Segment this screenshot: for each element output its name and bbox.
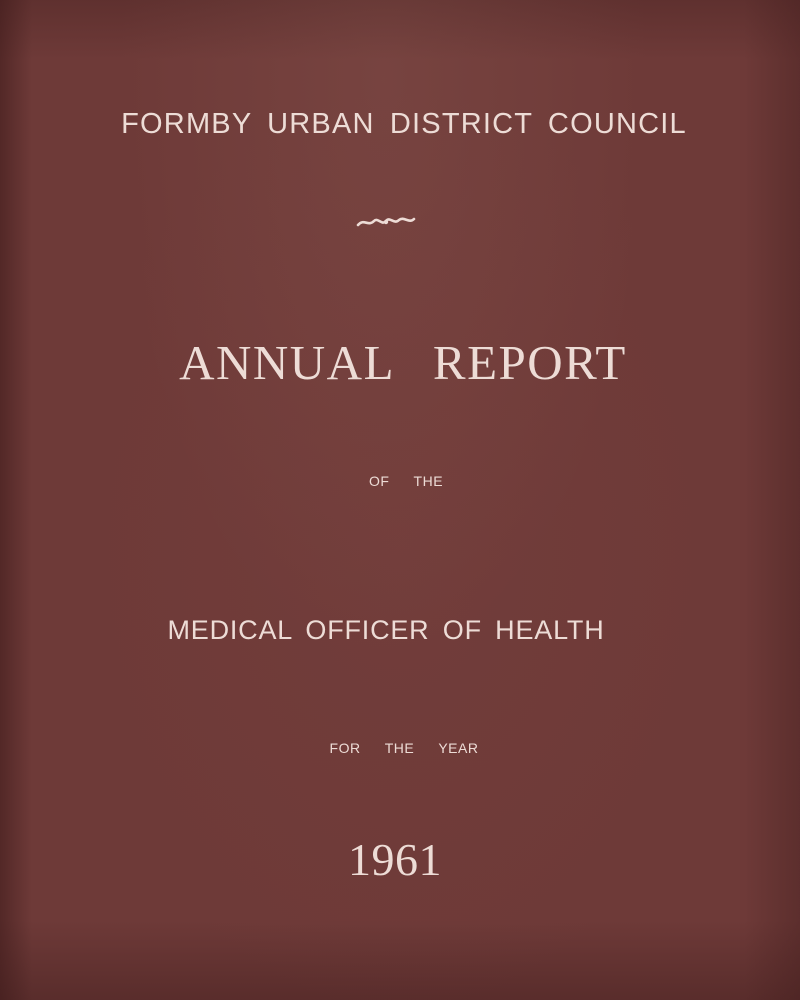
officer-title: MEDICAL OFFICER OF HEALTH — [167, 615, 605, 645]
council-name: FORMBY URBAN DISTRICT COUNCIL — [121, 108, 687, 140]
for-the-year-label: FOR THE YEAR — [329, 740, 479, 756]
report-title: ANNUAL REPORT — [179, 335, 627, 390]
decorative-rule-icon — [356, 212, 416, 232]
report-year: 1961 — [348, 834, 442, 885]
of-the-label: OF THE — [368, 473, 444, 489]
